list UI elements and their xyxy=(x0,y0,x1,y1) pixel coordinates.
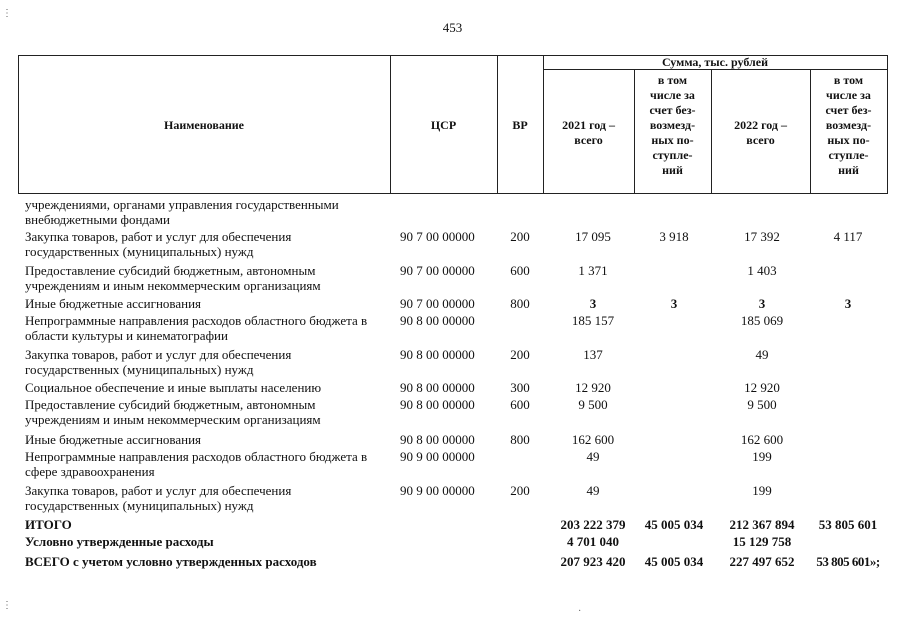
header-incl-line: ний xyxy=(838,163,859,177)
header-2022-incl xyxy=(810,73,887,178)
header-incl-line: возмезд- xyxy=(825,118,872,132)
total-2021: 207 923 420 xyxy=(560,554,626,569)
row-2021-incl: 3 918 xyxy=(659,229,689,244)
header-2021-line: всего xyxy=(574,133,603,147)
header-incl-line: возмезд- xyxy=(649,118,696,132)
row-csr: 90 9 00 00000 xyxy=(400,483,475,498)
total-name: ВСЕГО с учетом условно утвержденных расходов xyxy=(25,554,317,569)
row-2022-total: 199 xyxy=(752,449,772,464)
total-2021-incl: 45 005 034 xyxy=(644,554,704,569)
row-2022-total: 12 920 xyxy=(744,380,780,395)
total-name: ИТОГО xyxy=(25,517,72,532)
row-vr: 800 xyxy=(510,296,530,311)
row-csr: 90 8 00 00000 xyxy=(400,397,475,412)
header-csr: ЦСР xyxy=(430,118,457,132)
header-incl-line: в том xyxy=(657,73,688,87)
header-incl-line: ных по- xyxy=(651,133,694,147)
header-incl-line: счет без- xyxy=(825,103,872,117)
row-2021-total: 17 095 xyxy=(575,229,611,244)
row-2022-total: 199 xyxy=(752,483,772,498)
row-name: Закупка товаров, работ и услуг для обеспечения государственных (муниципальных) нужд xyxy=(25,229,292,259)
row-csr: 90 9 00 00000 xyxy=(400,449,475,464)
total-name: Условно утвержденные расходы xyxy=(25,534,214,549)
row-csr: 90 7 00 00000 xyxy=(400,229,475,244)
header-name: Наименование xyxy=(164,118,244,132)
header-2021 xyxy=(543,118,634,148)
header-incl-line: в том xyxy=(833,73,864,87)
row-vr: 600 xyxy=(510,397,530,412)
total-2021: 203 222 379 xyxy=(560,517,626,532)
row-csr: 90 7 00 00000 xyxy=(400,263,475,278)
row-2021-total: 12 920 xyxy=(575,380,611,395)
row-vr: 800 xyxy=(510,432,530,447)
scan-speck: · xyxy=(578,606,582,617)
header-2022-line: 2022 год – xyxy=(734,118,787,132)
row-2021-total: 49 xyxy=(586,483,600,498)
row-2022-total: 17 392 xyxy=(744,229,780,244)
row-vr: 200 xyxy=(510,483,530,498)
row-name: Социальное обеспечение и иные выплаты населению xyxy=(25,380,322,395)
row-vr: 600 xyxy=(510,263,530,278)
scan-speck: ⋮ xyxy=(2,600,12,611)
row-2021-incl: 3 xyxy=(670,296,678,311)
row-vr: 300 xyxy=(510,380,530,395)
row-name: Закупка товаров, работ и услуг для обеспечения государственных (муниципальных) нужд xyxy=(25,347,292,377)
header-2021-line: 2021 год – xyxy=(562,118,615,132)
row-csr: 90 8 00 00000 xyxy=(400,432,475,447)
header-2022 xyxy=(711,118,810,148)
total-2021-incl: 45 005 034 xyxy=(644,517,704,532)
total-2022: 15 129 758 xyxy=(732,534,792,549)
row-2022-incl: 4 117 xyxy=(833,229,863,244)
row-vr: 200 xyxy=(510,347,530,362)
row-2022-total: 3 xyxy=(758,296,766,311)
row-csr: 90 8 00 00000 xyxy=(400,347,475,362)
row-2022-total: 9 500 xyxy=(747,397,777,412)
row-name: Иные бюджетные ассигнования xyxy=(25,432,202,447)
row-2022-total: 162 600 xyxy=(740,432,784,447)
header-incl-line: числе за xyxy=(826,88,871,102)
row-2022-total: 1 403 xyxy=(747,263,777,278)
header-incl-line: ступле- xyxy=(652,148,693,162)
row-csr: 90 7 00 00000 xyxy=(400,296,475,311)
scan-speck: ⋮ xyxy=(2,8,12,19)
row-2021-total: 49 xyxy=(586,449,600,464)
row-2021-total: 1 371 xyxy=(578,263,608,278)
row-2022-total: 49 xyxy=(755,347,769,362)
header-right-border xyxy=(887,55,888,193)
row-2021-total: 162 600 xyxy=(571,432,615,447)
row-csr: 90 8 00 00000 xyxy=(400,380,475,395)
row-name: Непрограммные направления расходов областного бюджета в сфере здравоохранения xyxy=(25,449,368,479)
header-incl-line: счет без- xyxy=(649,103,696,117)
total-2022: 227 497 652 xyxy=(729,554,795,569)
header-vr: ВР xyxy=(512,118,528,132)
row-name: Непрограммные направления расходов областного бюджета в области культуры и кинематографии xyxy=(25,313,368,343)
row-name: Предоставление субсидий бюджетным, автономным учреждениям и иным некоммерческим организациям xyxy=(25,397,321,427)
row-2022-incl: 3 xyxy=(844,296,852,311)
total-2022: 212 367 894 xyxy=(729,517,795,532)
total-2022-incl: 53 805 601 xyxy=(818,517,878,532)
header-2021-incl xyxy=(634,73,711,178)
header-incl-line: ных по- xyxy=(827,133,870,147)
total-2022-incl: 53 805 601»; xyxy=(816,554,880,569)
header-incl-line: ний xyxy=(662,163,683,177)
total-2021: 4 701 040 xyxy=(567,534,619,549)
row-name: Иные бюджетные ассигнования xyxy=(25,296,202,311)
row-2021-total: 9 500 xyxy=(578,397,608,412)
row-2021-total: 137 xyxy=(583,347,603,362)
row-name: учреждениями, органами управления государственными внебюджетными фондами xyxy=(25,197,339,227)
row-name: Предоставление субсидий бюджетным, автономным учреждениям и иным некоммерческим организациям xyxy=(25,263,321,293)
row-csr: 90 8 00 00000 xyxy=(400,313,475,328)
header-bottom-border xyxy=(18,193,888,194)
header-2022-line: всего xyxy=(746,133,775,147)
header-sum: Сумма, тыс. рублей xyxy=(661,55,769,69)
header-incl-line: числе за xyxy=(650,88,695,102)
row-vr: 200 xyxy=(510,229,530,244)
row-2021-total: 3 xyxy=(589,296,597,311)
table-header xyxy=(0,0,905,200)
row-2022-total: 185 069 xyxy=(740,313,784,328)
header-incl-line: ступле- xyxy=(828,148,869,162)
page-number: 453 xyxy=(442,20,463,35)
row-2021-total: 185 157 xyxy=(571,313,615,328)
row-name: Закупка товаров, работ и услуг для обеспечения государственных (муниципальных) нужд xyxy=(25,483,292,513)
